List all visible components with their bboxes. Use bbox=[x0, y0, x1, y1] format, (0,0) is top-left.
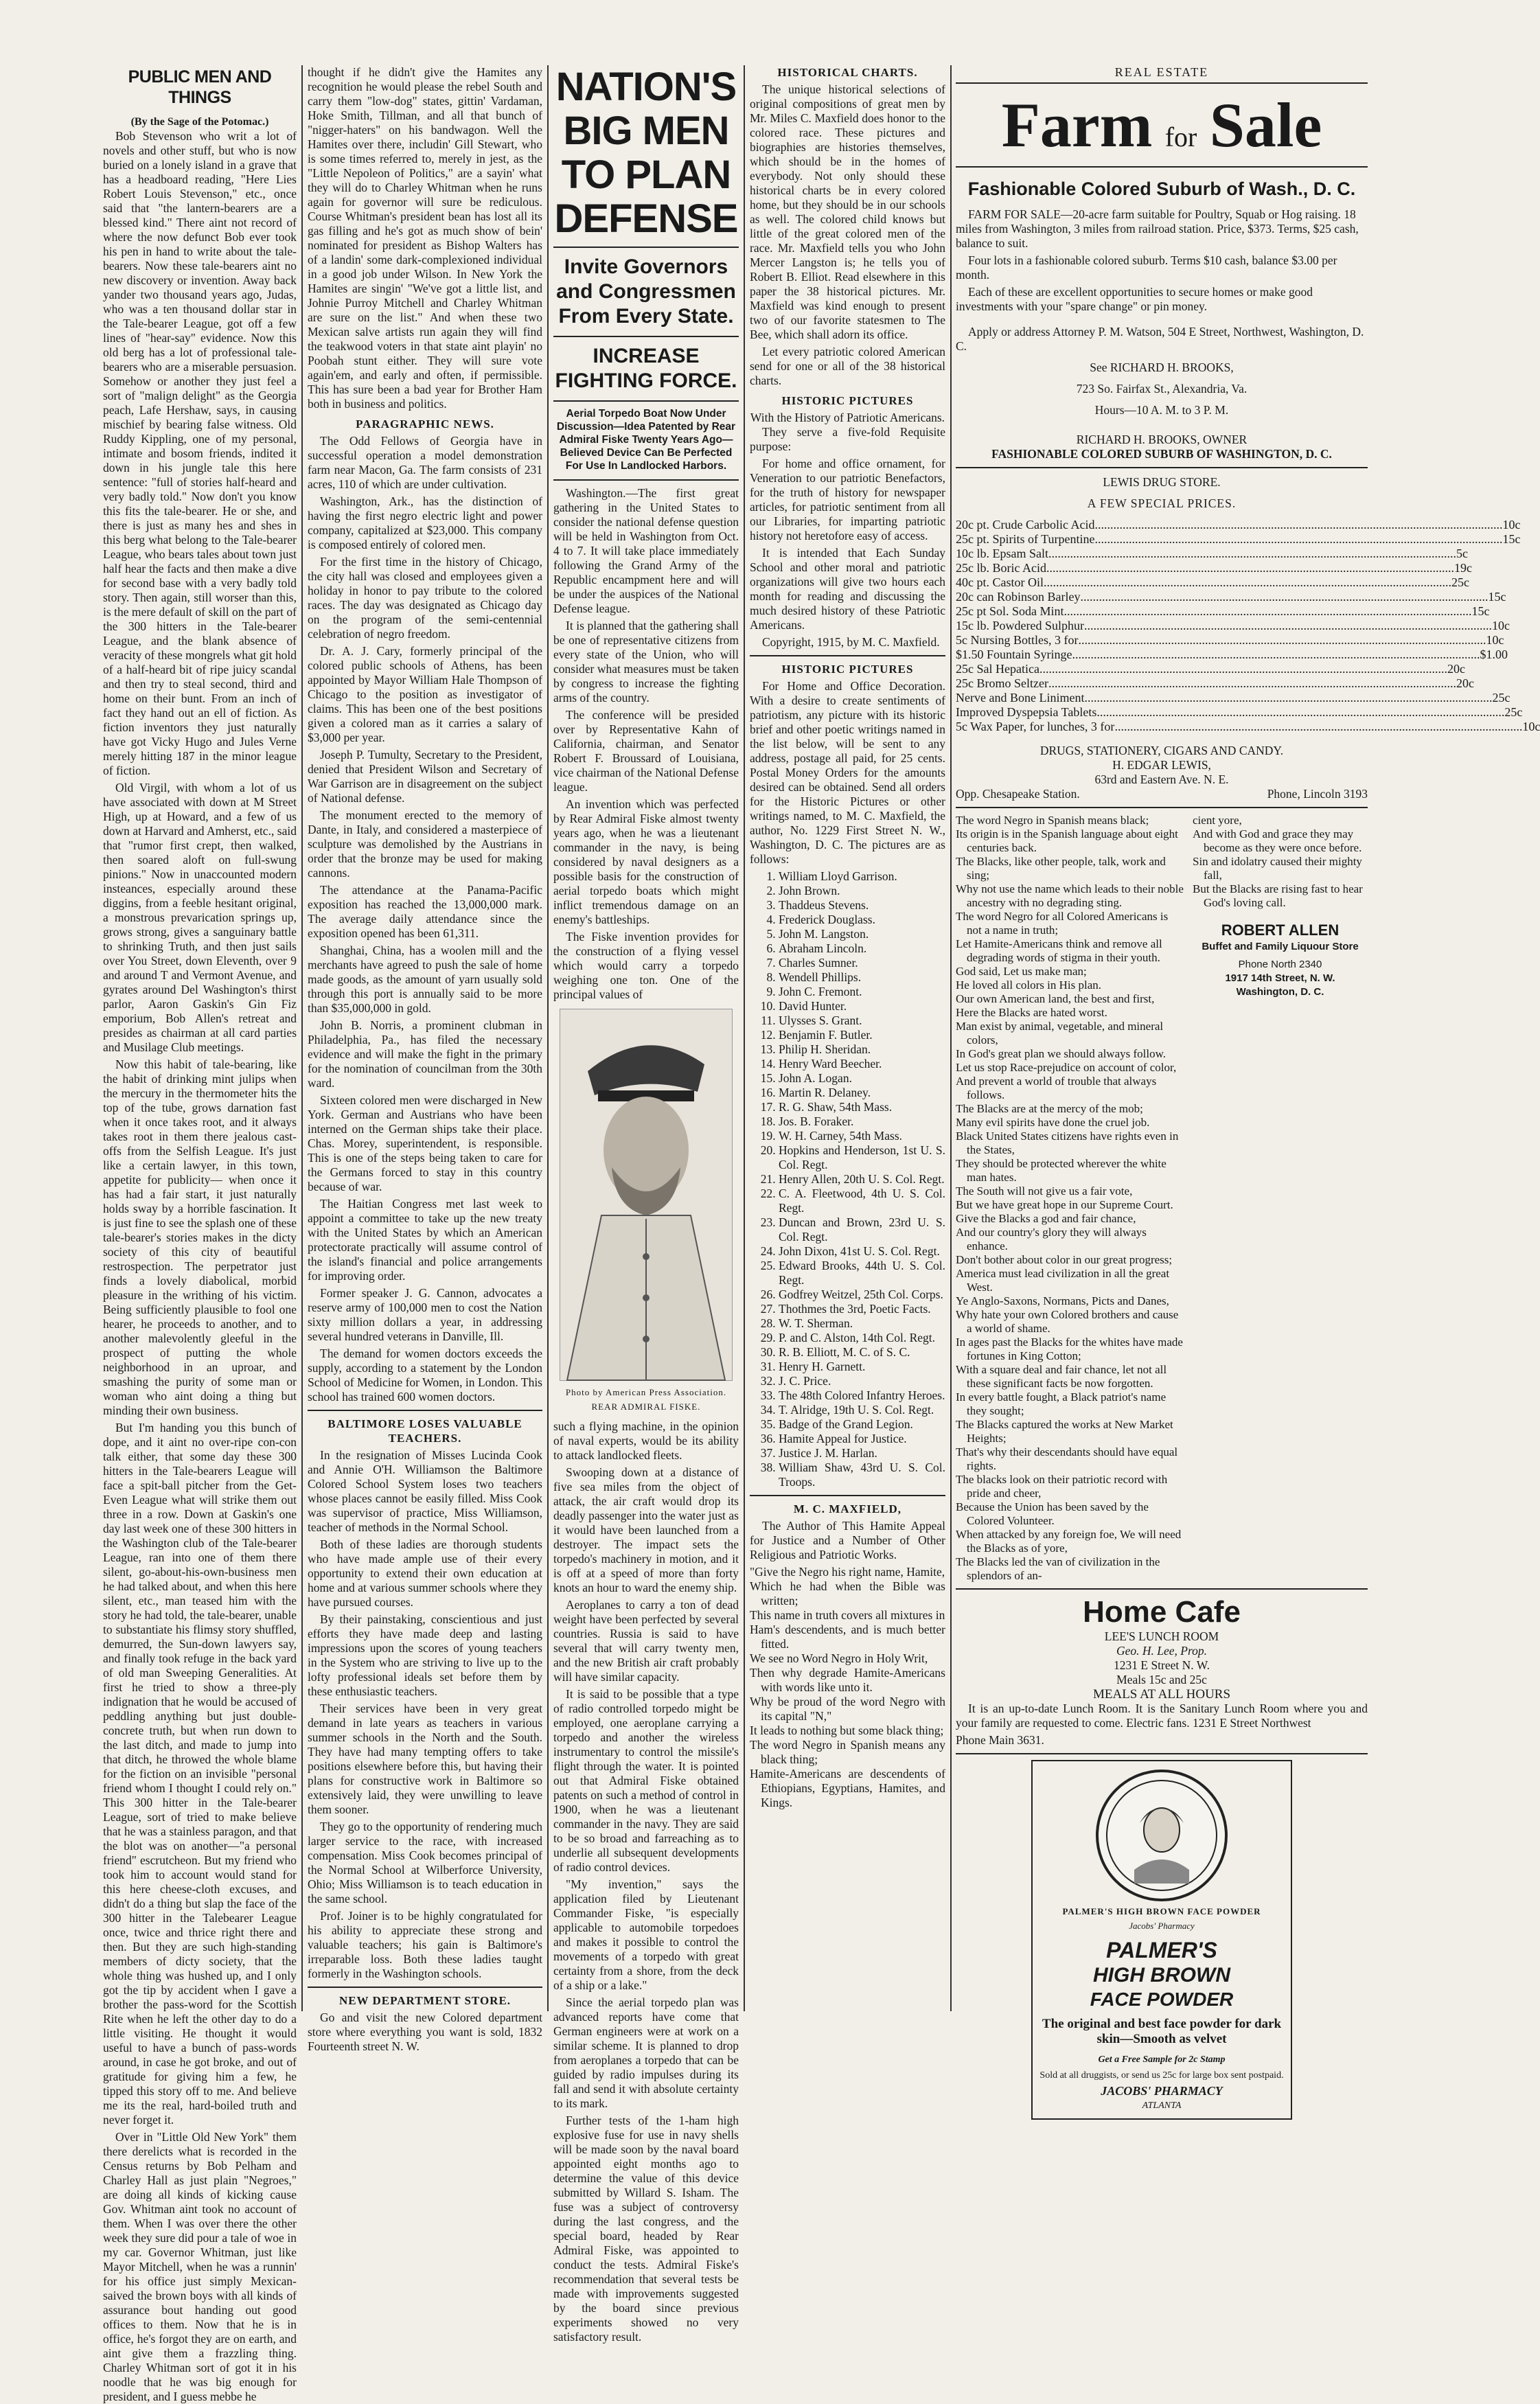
price-row: 5c Wax Paper, for lunches, 3 for ..... 10c bbox=[956, 720, 1368, 734]
list-item: 2. John Brown. bbox=[779, 884, 945, 898]
paragraphic-news-heading: PARAGRAPHIC NEWS. bbox=[356, 417, 494, 431]
poem-line: The blacks look on their patriotic record with pride and cheer, bbox=[956, 1473, 1168, 1500]
allen-phone: Phone North 2340 bbox=[1238, 959, 1322, 970]
article-paragraph: Each of these are excellent opportunities to secure homes or make good investments with your "spare change" or pin money. bbox=[956, 285, 1313, 313]
price-row: 10c lb. Epsam Salt ..... 5c bbox=[956, 547, 1368, 561]
poem-line: With a square deal and fair chance, let not all these significant facts be now forgotten. bbox=[956, 1363, 1167, 1390]
price-row: Improved Dyspepsia Tablets ..... 25c bbox=[956, 705, 1368, 720]
farm-for: for bbox=[1164, 122, 1197, 152]
drug-store-heading: LEWIS DRUG STORE. bbox=[1103, 475, 1221, 489]
price-row: 15c lb. Powdered Sulphur ..... 10c bbox=[956, 619, 1368, 633]
list-item: 13. Philip H. Sheridan. bbox=[779, 1042, 945, 1057]
poem-line: The word Negro in Spanish means any black thing; bbox=[750, 1738, 945, 1766]
powder-title-3: FACE POWDER bbox=[1090, 1989, 1234, 2010]
farm-title: Farm bbox=[1001, 90, 1153, 160]
list-item: 36. Hamite Appeal for Justice. bbox=[779, 1432, 945, 1446]
price-list bbox=[956, 518, 1540, 734]
historical-charts-heading: HISTORICAL CHARTS. bbox=[777, 66, 918, 79]
list-item: 3. Thaddeus Stevens. bbox=[779, 898, 945, 913]
deck-increase: INCREASE FIGHTING FORCE. bbox=[555, 345, 737, 392]
poem-line: We see no Word Negro in Holy Writ, bbox=[750, 1651, 928, 1665]
price-row: 25c lb. Boric Acid ..... 19c bbox=[956, 561, 1368, 575]
drug-opposite: Opp. Chesapeake Station. bbox=[956, 787, 1080, 801]
article-paragraph: Their services have been in very great demand in late years as teachers in various summer schools in the North and the South. They have had many tempting offers to take positions elsewhere before this, but having their plans for constructive work in Baltimore so extensively laid, they were unwilling to leave them sooner. bbox=[308, 1702, 542, 1816]
column-defense bbox=[553, 65, 739, 2344]
divider bbox=[956, 166, 1368, 168]
powder-description: The original and best face powder for dark skin—Smooth as velvet bbox=[1042, 2017, 1282, 2046]
powder-title-2: HIGH BROWN bbox=[1093, 1964, 1230, 1987]
drug-address: 63rd and Eastern Ave. N. E. bbox=[1094, 772, 1229, 786]
cafe-title: Home Cafe bbox=[1083, 1595, 1241, 1629]
poem-line: Which he had when the Bible was written; bbox=[750, 1579, 945, 1607]
column-rule bbox=[744, 65, 745, 2011]
palmers-powder-ad bbox=[1031, 1760, 1292, 2120]
article-paragraph: such a flying machine, in the opinion of naval experts, would be its ability to attack landlocked fleets. bbox=[553, 1419, 739, 1462]
list-item: 17. R. G. Shaw, 54th Mass. bbox=[779, 1100, 945, 1114]
price-row: 25c pt. Spirits of Turpentine ..... 15c bbox=[956, 532, 1368, 547]
poem-line: This name in truth covers all mixtures in bbox=[750, 1608, 945, 1622]
headline-public-men: PUBLIC MEN AND THINGS bbox=[128, 67, 272, 107]
article-paragraph: In the resignation of Misses Lucinda Cook and Annie O'H. Williamson the Baltimore Colored School System loses two teachers whose places cannot be easily filled. Miss Cook was supervisor of practice, Miss Williamson, teacher of methods in the Normal School. bbox=[308, 1448, 542, 1534]
poem-line: God said, Let us make man; bbox=[956, 965, 1087, 978]
list-item: 7. Charles Sumner. bbox=[779, 956, 945, 970]
headline-defense: NATION'S BIG MEN TO PLAN DEFENSE bbox=[554, 65, 738, 241]
farm-sale: Sale bbox=[1209, 90, 1322, 160]
article-paragraph: Now this habit of tale-bearing, like the habit of drinking mint julips when the mercury in the thermometer hits the top of the tube, grows darnation fast when it once takes root, and it always takes root in them there jealous cast-offs from the Selfish League. It's just like a certain lawyer, in this town, appetite for publicity— when once it has had a fair start, it just naturally holds sway by a horrible fascination. It is just fine to see the splash one of these tale-bearer's stories makes in the dicty society of this city of beautiful restrospection. The perpetrator just finds a lovely diabolical, morbid pleasure in the writhing of his victim. Being sufficiently plausible to fool one hearer, he proceeds to another, and to another malevolently gleeful in the prospect of putting the whole neighborhood in an uproar, and smashing the purity of some man or woman who aint doing a thing but minding their own business. bbox=[103, 1057, 297, 1417]
poem-line: The word Negro in Spanish means black; bbox=[956, 814, 1149, 827]
divider bbox=[750, 1495, 945, 1496]
poem-line: Why be proud of the word Negro with its capital "N," bbox=[750, 1695, 945, 1723]
poem-line: cient yore, bbox=[1193, 814, 1242, 827]
historic-pictures-subheading: With the History of Patriotic Americans. bbox=[750, 411, 945, 424]
price-row: 25c Bromo Seltzer ..... 20c bbox=[956, 676, 1368, 691]
list-item: 23. Duncan and Brown, 23rd U. S. Col. Regt. bbox=[779, 1215, 945, 1244]
article-paragraph: The conference will be presided over by Representative Kahn of California, chairman, and Senator Robert F. Broussard of Louisiana, vice chairman of the National Defense league. bbox=[553, 708, 739, 794]
drug-contact bbox=[956, 787, 1368, 801]
drug-store-subheading: A FEW SPECIAL PRICES. bbox=[1087, 496, 1237, 510]
poem-line: Ye Anglo-Saxons, Normans, Picts and Danes, bbox=[956, 1294, 1169, 1307]
poem-line: Here the Blacks are hated worst. bbox=[956, 1006, 1107, 1019]
photo-credit: Photo by American Press Association. bbox=[565, 1387, 727, 1397]
column-historical-charts bbox=[750, 65, 945, 2008]
allen-address: 1917 14th Street, N. W. bbox=[1225, 972, 1335, 984]
cafe-meals: Meals 15c and 25c bbox=[1116, 1673, 1207, 1686]
price-row: 5c Nursing Bottles, 3 for ..... 10c bbox=[956, 633, 1368, 648]
baltimore-heading: BALTIMORE LOSES VALUABLE TEACHERS. bbox=[327, 1417, 522, 1445]
poem-line: Sin and idolatry caused their mighty fall, bbox=[1193, 855, 1362, 882]
price-row: 40c pt. Castor Oil ..... 25c bbox=[956, 575, 1368, 590]
divider bbox=[956, 467, 1368, 468]
divider bbox=[553, 247, 739, 248]
article-paragraph: Old Virgil, with whom a lot of us have associated with down at M Street High, up at Howard, and a few of us down at Harvard and Amherst, etc., said that "rumor first crept, then walked, then soared aloft on full-swung pinions." Now in unaccounted modern insteances, especially around these diggins, from a feeble hesitant original, a monstrous prevarication springs up, grows strong, gives a sanguinary battle to shrinking Truth, and then just sails over You Street, down Eleventh, over 9 and around T and Vermont Avenue, and gyrates around Del Washington's thirst parlor, Aaron Gaskin's Gin Fiz emporium, Bob Allen's retreat and presides as chairman at all card parties and Musilage Club meetings. bbox=[103, 781, 297, 1054]
poem-line: That's why their descendants should have equal rights. bbox=[956, 1445, 1178, 1472]
cafe-prop: Geo. H. Lee, Prop. bbox=[1116, 1644, 1208, 1658]
historic-pictures-heading-2: HISTORIC PICTURES bbox=[781, 663, 914, 676]
list-item: 22. C. A. Fleetwood, 4th U. S. Col. Regt. bbox=[779, 1187, 945, 1215]
news-item: The Haitian Congress met last week to appoint a committee to take up the new treaty with the United States by which an American protectorate practically will assume control of the island's financial and police arrangements for improving order. bbox=[308, 1197, 542, 1283]
article-paragraph: It is planned that the gathering shall be one of representative citizens from every state of the Union, who will consider what measures must be taken by congress to increase the fighting arms of the country. bbox=[553, 619, 739, 705]
poem-line: Man exist by animal, vegetable, and mineral colors, bbox=[956, 1020, 1164, 1046]
list-item: 34. T. Alridge, 19th U. S. Col. Regt. bbox=[779, 1403, 945, 1417]
divider bbox=[750, 655, 945, 656]
column-advertisements bbox=[956, 65, 1540, 2111]
poem-line: Let us stop Race-prejudice on account of color, bbox=[956, 1061, 1177, 1074]
drug-phone: Phone, Lincoln 3193 bbox=[1267, 787, 1368, 801]
portrait-photo bbox=[560, 1009, 733, 1381]
poem-line: But the Blacks are rising fast to hear God's loving call. bbox=[1193, 882, 1363, 909]
divider bbox=[553, 400, 739, 402]
deck-invite: Invite Governors and Congressmen From Every State. bbox=[556, 255, 736, 328]
list-item: 30. R. B. Elliott, M. C. of S. C. bbox=[779, 1345, 945, 1360]
powder-city: ATLANTA bbox=[1142, 2100, 1182, 2111]
list-item: 9. John C. Fremont. bbox=[779, 985, 945, 999]
poem-line: And prevent a world of trouble that always follows. bbox=[956, 1075, 1157, 1101]
race-poem-continued bbox=[1193, 814, 1368, 910]
powder-label: PALMER'S HIGH BROWN FACE POWDER bbox=[1062, 1906, 1261, 1916]
poem-line: Let Hamite-Americans think and remove all degrading words of stigma in their youth. bbox=[956, 937, 1162, 964]
poem-line: The Blacks are at the mercy of the mob; bbox=[956, 1102, 1143, 1115]
historic-pictures-heading: HISTORIC PICTURES bbox=[781, 394, 914, 407]
poem-line: The word Negro for all Colored Americans is not a name in truth; bbox=[956, 910, 1169, 937]
article-paragraph: An invention which was perfected by Rear Admiral Fiske almost twenty years ago, when he was a lieutenant commander in the navy, is being considered by naval designers as a possible basis for the construction of aerial torpedo boats which might inflict tremendous damage on an enemy's battleships. bbox=[553, 797, 739, 926]
list-item: 24. John Dixon, 41st U. S. Col. Regt. bbox=[779, 1244, 945, 1259]
poem-line: Why not use the name which leads to their noble ancestry with no degrading sting. bbox=[956, 882, 1184, 909]
farm-for-sale-banner bbox=[956, 91, 1368, 159]
cafe-sub: LEE'S LUNCH ROOM bbox=[1104, 1629, 1219, 1643]
hamite-poem bbox=[750, 1565, 945, 1810]
list-item: 38. William Shaw, 43rd U. S. Col. Troops. bbox=[779, 1461, 945, 1489]
robert-allen-ad bbox=[1193, 921, 1368, 999]
home-cafe-ad bbox=[956, 1595, 1368, 1748]
news-item: The demand for women doctors exceeds the supply, according to a statement by the London School of Medicine for Women, in London. This school has trained 600 women doctors. bbox=[308, 1347, 542, 1404]
byline: (By the Sage of the Potomac.) bbox=[130, 116, 269, 128]
poem-line: Black United States citizens have rights even in the States, bbox=[956, 1130, 1179, 1156]
article-paragraph: Both of these ladies are thorough students who have made ample use of their every opportunity to extend their own education at home and at various summer schools where they have pursued courses. bbox=[308, 1537, 542, 1609]
news-item: Joseph P. Tumulty, Secretary to the President, denied that President Wilson and Secretary of War Garrison are in disagreement on the subject of National defense. bbox=[308, 748, 542, 805]
article-paragraph: Let every patriotic colored American send for one or all of the 38 historical charts. bbox=[750, 345, 945, 387]
list-item: 32. J. C. Price. bbox=[779, 1374, 945, 1388]
copyright-line: Copyright, 1915, by M. C. Maxfield. bbox=[762, 635, 940, 649]
list-item: 37. Justice J. M. Harlan. bbox=[779, 1446, 945, 1461]
cafe-hours: MEALS AT ALL HOURS bbox=[1092, 1687, 1231, 1702]
hours-line: Hours—10 A. M. to 3 P. M. bbox=[1094, 403, 1229, 417]
article-paragraph: Four lots in a fashionable colored suburb. Terms $10 cash, balance $3.00 per month. bbox=[956, 253, 1337, 282]
poem-line: Why hate your own Colored brothers and cause a world of shame. bbox=[956, 1308, 1179, 1335]
list-item: 35. Badge of the Grand Legion. bbox=[779, 1417, 945, 1432]
article-paragraph: The Fiske invention provides for the construction of a flying vessel which would carry a torpedo weighing one ton. One of the principal values of bbox=[553, 930, 739, 1001]
article-paragraph: Apply or address Attorney P. M. Watson, 504 E Street, Northwest, Washington, D. C. bbox=[956, 325, 1364, 353]
list-item: 6. Abraham Lincoln. bbox=[779, 941, 945, 956]
divider bbox=[308, 1410, 542, 1411]
poem-line: The Blacks captured the works at New Market Heights; bbox=[956, 1418, 1173, 1445]
article-paragraph: Since the aerial torpedo plan was advanced reports have come that German engineers were at work on a similar scheme. It is planned to drop from aeroplanes a torpedo that can be guided by radio impulses during its fall and send it with absolute certainty to its mark. bbox=[553, 1995, 739, 2110]
powder-pharmacy: JACOBS' PHARMACY bbox=[1101, 2084, 1223, 2098]
poem-line: Hamite-Americans are descendents of Ethiopians, Egyptians, Hamites, and Kings. bbox=[750, 1767, 945, 1809]
poem-line: Don't bother about color in our great progress; bbox=[956, 1253, 1173, 1266]
allen-city: Washington, D. C. bbox=[1236, 986, 1324, 998]
list-item: 33. The 48th Colored Infantry Heroes. bbox=[779, 1388, 945, 1403]
divider bbox=[308, 1987, 542, 1988]
powder-title-1: PALMER'S bbox=[1106, 1938, 1217, 1962]
list-item: 25. Edward Brooks, 44th U. S. Col. Regt. bbox=[779, 1259, 945, 1287]
article-paragraph: Over in "Little Old New York" them there derelicts what is recorded in the Census returns by Bob Pelham and Charley Hall as just plain "Negroes," are doing all kinds of kicking cause Gov. Whitman aint took no account of them. When I was over there the other week they sure did pour a tale of woe in my car. Governor Whitman, just like Mayor Mitchell, when he was a runnin' for his office just simply Mexican-saived the brown boys with all kinds of assurance bout handing out good offices to them. Now that he is in office, he's forgot they are on earth, and aint give them a frazzling thing. Charley Whitman sort of got it in his noodle that he was big enough for president, and I guess mebbe he bbox=[103, 2130, 297, 2403]
powder-box-illustration bbox=[1086, 1767, 1237, 1904]
list-item: 28. W. T. Sherman. bbox=[779, 1316, 945, 1331]
news-item: Washington, Ark., has the distinction of having the first negro electric light and power company, capitalized at $23,000. This company is composed entirely of colored men. bbox=[308, 494, 542, 551]
list-item: 16. Martin R. Delaney. bbox=[779, 1086, 945, 1100]
portrait-illustration bbox=[560, 1009, 732, 1380]
divider bbox=[956, 1753, 1368, 1754]
poem-line: The Blacks, like other people, talk, work and sing; bbox=[956, 855, 1166, 882]
article-paragraph: The unique historical selections of original compositions of great men by Mr. Miles C. Maxfield does honor to the colored race. These pictures and biographies are histories themselves, which should be in the homes of everybody. Not only should these historical charts be in every colored home, but they should be in our schools as well. The colored child knows but little of the great colored men of the race. Mr. Maxfield tells you who John Mercer Langston is; he tells you of Robert B. Elliot. Read elsewhere in this paper the 38 historical pictures. Mr. Maxfield was kind enough to present two of our favorite statesmen to The Bee, which shall adorn its office. bbox=[750, 82, 945, 341]
poem-line: In ages past the Blacks for the whites have made fortunes in King Cotton; bbox=[956, 1336, 1183, 1362]
deck-aerial: Aerial Torpedo Boat Now Under Discussion—Idea Patented by Rear Admiral Fiske Twenty Years Ago—Believed Device Can Be Perfected For Use In Landlocked Harbors. bbox=[556, 408, 736, 472]
poem-line: In God's great plan we should always follow. bbox=[956, 1047, 1167, 1060]
list-item: 10. David Hunter. bbox=[779, 999, 945, 1014]
price-row: Nerve and Bone Liniment ..... 25c bbox=[956, 691, 1368, 705]
poem-line: Ham's descendents, and is much better fitted. bbox=[750, 1623, 945, 1651]
suburb-heading: Fashionable Colored Suburb of Wash., D. C. bbox=[967, 179, 1356, 199]
department-store-heading: NEW DEPARTMENT STORE. bbox=[338, 1994, 512, 2007]
news-item: The attendance at the Panama-Pacific exposition has reached the 13,000,000 mark. The average daily attendance since the exposition opened has been 61,311. bbox=[308, 883, 542, 940]
list-item: 15. John A. Logan. bbox=[779, 1071, 945, 1086]
list-item: 1. William Lloyd Garrison. bbox=[779, 869, 945, 884]
poem-line: In every battle fought, a Black patriot's name they sought; bbox=[956, 1390, 1167, 1417]
poem-line: Then why degrade Hamite-Americans with words like unto it. bbox=[750, 1666, 945, 1694]
poem-line: Our own American land, the best and first, bbox=[956, 992, 1155, 1005]
article-paragraph: For home and office ornament, for Veneration to our patriotic Benefactors, for the truth of history for newspaper articles, for patriotic sentiment from all our Libraries, for imparting patriotic history not heretofore easy of access. bbox=[750, 457, 945, 542]
poem-line: Its origin is in the Spanish language about eight centuries back. bbox=[956, 827, 1178, 854]
race-poem bbox=[956, 814, 1186, 1583]
list-item: 14. Henry Ward Beecher. bbox=[779, 1057, 945, 1071]
poem-line: And with God and grace they may become as they were once before. bbox=[1193, 827, 1362, 854]
address-line: 723 So. Fairfax St., Alexandria, Va. bbox=[1076, 382, 1248, 396]
poem-line: It leads to nothing but some black thing; bbox=[750, 1724, 944, 1737]
list-item: 27. Thothmes the 3rd, Poetic Facts. bbox=[779, 1302, 945, 1316]
poem-line: Because the Union has been saved by the Colored Volunteer. bbox=[956, 1500, 1149, 1527]
list-item: 31. Henry H. Garnett. bbox=[779, 1360, 945, 1374]
article-paragraph: It is intended that Each Sunday School and other moral and patriotic organizations will give two hours each month for reading and discussing the much desired history of these Patriotic Americans. bbox=[750, 546, 945, 632]
price-row: 20c can Robinson Barley ..... 15c bbox=[956, 590, 1368, 604]
poem-line: They should be protected wherever the white man hates. bbox=[956, 1157, 1167, 1184]
article-paragraph: Bob Stevenson who writ a lot of novels and other stuff, but who is now buried on a lonely island in a grave that has a headboard reading, "Here Lies Robert Louis Stevenson," etc., once said that "the lantern-bearers are a blessed kind." There aint not record of where the now defunct Bob ever took his pen in hand to write about the tale-bearers. Now these tale-bearers aint no new discovery or invention. Away back yander two thousand years ago, Judas, who was a ten thousand dollar star in the Tale-bearer League, got off a few lines of "hear-say" evidence. Now this old berg has a lot of professional tale-bearers who are a miserable persuasion. Somehow or another they just feel a sort of "malign delight" as the Georgia peach, Lafe Hershaw, says, in causing mischief by bearing false witness. Old Ruddy Kippling, one of my personal, intimate and bosom friends, indited it down in his jungle tale this here sentence: "full of stories half-heard and very badly told." Now don't you know this fits the tale-bearer. He or she, and there is just as many hes and shes in this berg what belong to the Tale-bearer League, who bears tales about town just half hear the facts and then make a dive for second base with a very badly told story. Then again, still worser than this, is the mere default of skill on the part of the 300 hitters in the Tale-bearer League, and the blank absence of veracity of these mongrels what git hold of a half-heard bit of ripe juicy scandal and then try to steal second, third and home on their bunt. From an inch of fact they hand out an ell of fiction. As fiction inventors they just naturally have got Vicky Hugo and Jules Verne merely hitting 187 in the minor league of fiction. bbox=[103, 129, 297, 777]
article-paragraph: Go and visit the new Colored department store where everything you want is sold, 1832 Fourteenth street N. W. bbox=[308, 2011, 542, 2053]
cafe-phone: Phone Main 3631. bbox=[956, 1733, 1044, 1747]
article-paragraph: But I'm handing you this bunch of dope, and it aint no over-ripe con-con talk either, that some day these 300 hitters in the Tale-bearers League will face a spit-ball pitcher from the Get-Even League what will strike them out three in a row. Down at Gaskin's one day last week one of these 300 hitters in the Washington club of the Tale-bearer League, ran into one of them there silent, go-about-his-own-business men he had talked about, and when this here silent, etc., man teased him with the story he had told, the tale-bearer, unable to substantiate his flimsy story shuffled, demurred, the Sun-down lawyers say, and finally took refuge in the back yard of old man Sweeping Generalities. At first he tried to show a three-ply indignation that he would be accused of peddling anything but just double-concrete truth, but when run down to the last ditch, and made to jump into that ditch, he throwed the whole blame for the fiction on an invisible "personal friend whom I thought I could rely on." This 300 hitter in the Tale-bearer League, sort of tried to make believe that he was a stainless paragon, and that the blot was on another—"a personal friend" escrutcheon. But my friend who took him to account would stand for this here cheese-cloth excuses, and didn't do a thing but slap the face of the 300 hitter in the Talebearer League once, twice and thrice right there and then. But they are such high-standing members of dicty society, that the whole thing was hushed up, and I only got the tip by accident when I gave a brother the pass-word for the Scottish Rite when he left the other day to do a little visiting. He thought it would useful to have a bunch of pass-words around, in case he got broke, and out of gratitude for giving him a few, he tipped this story off to me. And believe me its the real, hard-boiled truth and never forget it. bbox=[103, 1421, 297, 2127]
price-row: 25c pt Sol. Soda Mint ..... 15c bbox=[956, 604, 1368, 619]
article-paragraph: "My invention," says the application filed by Lieutenant Commander Fiske, "is especially applicable to automobile torpedoes and makes it possible to control the movements of a torpedo with great certainty from a shore, from the deck of a ship or a lake." bbox=[553, 1877, 739, 1992]
price-row: 20c pt. Crude Carbolic Acid ..... 10c bbox=[956, 518, 1368, 532]
list-item: 21. Henry Allen, 20th U. S. Col. Regt. bbox=[779, 1172, 945, 1187]
list-item: 11. Ulysses S. Grant. bbox=[779, 1014, 945, 1028]
news-item: For the first time in the history of Chicago, the city hall was closed and employees given a holiday in honor to pay tribute to the colored races. The day was designated as Chicago day on the program of the semi-centennial celebration of negro freedom. bbox=[308, 555, 542, 641]
poem-line: And our country's glory they will always enhance. bbox=[956, 1226, 1147, 1252]
article-paragraph: It is said to be possible that a type of radio controlled torpedo might be employed, one aeroplane carrying a torpedo and another the wireless instrumentary to control the missile's flight through the water. It is pointed out that Admiral Fiske obtained patents on such a method of control in 1900, when he was a lieutenant commander in the navy. They are said to be so broad and farreaching as to underlie all subsequent developments of radio control devices. bbox=[553, 1687, 739, 1874]
article-paragraph: They go to the opportunity of rendering much larger service to the race, with increased compensation. Miss Cook becomes principal of the Normal School at Wilberforce University, Ohio; Miss Williamson is to teach education in the same school. bbox=[308, 1820, 542, 1905]
poem-line: When attacked by any foreign foe, We will need the Blacks as of yore, bbox=[956, 1528, 1182, 1555]
list-item: 5. John M. Langston. bbox=[779, 927, 945, 941]
cafe-description: It is an up-to-date Lunch Room. It is the Sanitary Lunch Room where you and your family are requested to come. Electric fans. 1231 E Street Northwest bbox=[956, 1702, 1368, 1730]
list-item: 20. Hopkins and Henderson, 1st U. S. Col. Regt. bbox=[779, 1143, 945, 1172]
poem-line: "Give the Negro his right name, Hamite, bbox=[750, 1565, 945, 1579]
article-paragraph: Washington.—The first great gathering in the United States to consider the national defense question will be held in Washington from Oct. 4 to 7. It will take place immediately following the Grand Army of the Republic encampment here and will be under the auspices of the National Defense league. bbox=[553, 486, 739, 615]
article-paragraph: thought if he didn't give the Hamites any recognition he would please the rebel South and carry them "low-dog" states, gittin' Vardaman, Hoke Smith, Tillman, and all that bunch of "nigger-haters" on his bandwagon. Well the Hamites over there, includin' Gill Stewart, who is some times referred to, merely in jest, as the "Little Nepoleon of Politics," are a sayin' what they will do to Charley Whitman when he runs again for governor will sure be rediculous. Course Whitman's president bean has lost all its gas filling and he's got as much show of bein' nominated for president as Bishop Walters has of a landin' some dark-complexioned individual in a good job under Wilson. In New York the Hamites are singin' "We've got a little list, and Johnie Purroy Mitchell and Charley Whitman are sure on the list." And when these two Mexican salve artists run again they will find the teakwood voters in that state aint playin' no Poobah stunt either. They will sure vote again'em, and early and often, if permissible. This has sure been a bad year for Brother Ham both in business and politics. bbox=[308, 65, 542, 411]
column-rule bbox=[950, 65, 952, 2011]
poem-line: Many evil spirits have done the cruel job. bbox=[956, 1116, 1150, 1129]
column-public-men bbox=[103, 65, 297, 2403]
allen-name: ROBERT ALLEN bbox=[1221, 921, 1340, 939]
list-item: 29. P. and C. Alston, 14th Col. Regt. bbox=[779, 1331, 945, 1345]
real-estate-heading: REAL ESTATE bbox=[956, 65, 1368, 84]
list-item: 8. Wendell Phillips. bbox=[779, 970, 945, 985]
pictures-list bbox=[750, 869, 945, 1489]
column-paragraphic-news bbox=[308, 65, 542, 2053]
drug-owner: H. EDGAR LEWIS, bbox=[1112, 758, 1211, 772]
divider bbox=[553, 336, 739, 337]
lower-ad-area bbox=[956, 814, 1368, 1583]
list-item: 12. Benjamin F. Butler. bbox=[779, 1028, 945, 1042]
ads-right bbox=[1193, 814, 1368, 1583]
news-item: Former speaker J. G. Cannon, advocates a reserve army of 100,000 men to cost the Nation sixty million dollars a year, in addressing several hundred veterans in Danville, Ill. bbox=[308, 1286, 542, 1343]
price-row: 25c Sal Hepatica ..... 20c bbox=[956, 662, 1368, 676]
list-item: 26. Godfrey Weitzel, 25th Col. Corps. bbox=[779, 1287, 945, 1302]
article-paragraph: They serve a five-fold Requisite purpose: bbox=[750, 425, 945, 453]
poem-line: Give the Blacks a god and fair chance, bbox=[956, 1212, 1136, 1225]
news-item: Shanghai, China, has a woolen mill and the merchants have agreed to push the sale of home made goods, as the amount of yarn usually sold through this port is annually said to be more than $35,000,000 in gold. bbox=[308, 943, 542, 1015]
photo-caption: REAR ADMIRAL FISKE. bbox=[591, 1401, 701, 1412]
article-paragraph: Aeroplanes to carry a ton of dead weight have been perfected by several countries. Russia is said to have several that will carry twenty men, and the new British air craft probably will have similar capacity. bbox=[553, 1598, 739, 1684]
column-rule bbox=[547, 65, 549, 2011]
news-item: Dr. A. J. Cary, formerly principal of the colored public schools of Athens, has been appointed by Mayor William Hale Thompson of Chicago to the position as investigator of claims. This has been one of the best positions given a colored man as it carries a salary of $3,000 per year. bbox=[308, 644, 542, 744]
poem-line: America must lead civilization in all the great West. bbox=[956, 1267, 1170, 1294]
article-paragraph: FARM FOR SALE—20-acre farm suitable for Poultry, Squab or Hog raising. 18 miles from Washington, 3 miles from railroad station. Price, $373. Terms, $25 cash, balance to suit. bbox=[956, 207, 1359, 250]
poem-line: But we have great hope in our Supreme Court. bbox=[956, 1198, 1173, 1211]
list-item: 18. Jos. B. Foraker. bbox=[779, 1114, 945, 1129]
list-item: 19. W. H. Carney, 54th Mass. bbox=[779, 1129, 945, 1143]
divider bbox=[956, 807, 1368, 808]
see-line: See RICHARD H. BROOKS, bbox=[1090, 360, 1234, 374]
owner-line-2: FASHIONABLE COLORED SUBURB OF WASHINGTON, D. C. bbox=[991, 447, 1332, 461]
divider bbox=[956, 1588, 1368, 1590]
news-item: The Odd Fellows of Georgia have in successful operation a model demonstration farm near Macon, Ga. The farm consists of 231 acres, 110 of which are under cultivation. bbox=[308, 434, 542, 491]
list-item: 4. Frederick Douglass. bbox=[779, 913, 945, 927]
news-item: John B. Norris, a prominent clubman in Philadelphia, Pa., has filed the necessary evidence and will make the fight in the primary for the nomination of councilman from the 30th ward. bbox=[308, 1018, 542, 1090]
article-paragraph: For Home and Office Decoration. With a desire to create sentiments of patriotism, any picture with its historic brief and other poetic writings named in the list below, will be sent to any address, postage all paid, for 25 cents. Postal Money Orders for the amounts desired can be obtained. Send all orders for the Historic Pictures or other writings named, to M. C. Maxfield, the author, No. 1229 First Street N. W., Washington, D. C. The pictures are as follows: bbox=[750, 679, 945, 866]
column-rule bbox=[301, 65, 303, 2011]
owner-line: RICHARD H. BROOKS, OWNER bbox=[1076, 433, 1248, 446]
powder-signature: Jacobs' Pharmacy bbox=[1129, 1921, 1195, 1931]
price-row: $1.50 Fountain Syringe ..... $1.00 bbox=[956, 648, 1368, 662]
article-paragraph: The Author of This Hamite Appeal for Justice and a Number of Other Religious and Patriotic Works. bbox=[750, 1519, 945, 1561]
article-paragraph: Further tests of the 1-ham high explosive fuse for use in navy shells will be made soon by the naval board appointed eight months ago to determine the value of this device submitted by Willard S. Isham. The fuse was a subject of controversy during the last congress, and the special board, headed by Rear Admiral Fiske, was appointed to conduct the tests. Admiral Fiske's recommendation that several tests be made with improvements suggested by the board since previous experiments showed no very satisfactory result. bbox=[553, 2114, 739, 2344]
cafe-address: 1231 E Street N. W. bbox=[1114, 1658, 1210, 1672]
news-item: The monument erected to the memory of Dante, in Italy, and considered a masterpiece of sculpture was demolished by the Austrians in order that the bronze may be used for making cannons. bbox=[308, 808, 542, 880]
article-paragraph: Swooping down at a distance of five sea miles from the object of attack, the air craft would drop its deadly passenger into the water just as it would have been launched from a destroyer. The impact sets the torpedo's machinery in motion, and it is off at a speed of more than forty knots an hour to ward the enemy ship. bbox=[553, 1465, 739, 1594]
drug-footer: DRUGS, STATIONERY, CIGARS AND CANDY. bbox=[1039, 744, 1284, 757]
poem-line: The South will not give us a fair vote, bbox=[956, 1184, 1133, 1198]
powder-free-sample: Get a Free Sample for 2c Stamp bbox=[1098, 2054, 1226, 2065]
poem-line: He loved all colors in His plan. bbox=[956, 978, 1101, 992]
poem-line: The Blacks led the van of civilization in the splendors of an- bbox=[956, 1555, 1160, 1582]
divider bbox=[553, 479, 739, 481]
article-paragraph: By their painstaking, conscientious and just efforts they have made deep and lasting impressions upon the scores of young teachers in the System who are striving to live up to the lofty professional ideals set before them by these enthusiastic teachers. bbox=[308, 1612, 542, 1698]
allen-sub: Buffet and Family Liquour Store bbox=[1202, 941, 1359, 952]
article-paragraph: Prof. Joiner is to be highly congratulated for his ability to appreciate these strong and valuable teachers; his gain is Baltimore's irreparable loss. Both these ladies taught formerly in the Washington schools. bbox=[308, 1909, 542, 1980]
author-heading: M. C. MAXFIELD, bbox=[793, 1502, 902, 1515]
powder-sold: Sold at all druggists, or send us 25c for large box sent postpaid. bbox=[1039, 2070, 1284, 2081]
news-item: Sixteen colored men were discharged in New York. German and Austrians who have been interned on the German ships take their place. Chas. Morey, superintendent, is responsible. This is one of the steps being taken to care for the Germans forced to stay in this country because of war. bbox=[308, 1093, 542, 1193]
